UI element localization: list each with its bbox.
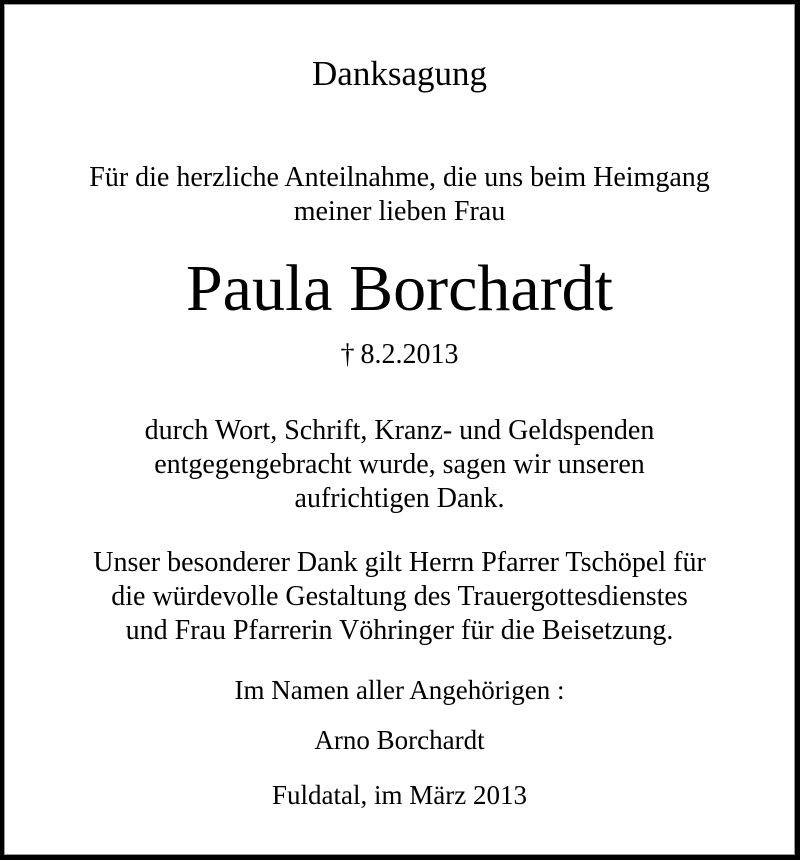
place-and-date: Fuldatal, im März 2013 bbox=[272, 780, 527, 810]
signatory-name: Arno Borchardt bbox=[314, 725, 485, 755]
special-thanks-paragraph bbox=[4, 546, 795, 648]
thanks-line-2: entgegengebracht wurde, sagen wir unseren bbox=[154, 449, 645, 480]
thanks-line-3: aufrichtigen Dank. bbox=[294, 483, 505, 514]
death-date-line bbox=[4, 341, 795, 369]
deceased-name: Paula Borchardt bbox=[185, 252, 614, 325]
special-thanks-line-1: Unser besonderer Dank gilt Herrn Pfarrer Tschöpel für bbox=[93, 547, 706, 578]
obituary-notice bbox=[4, 4, 795, 855]
intro-line-1: Für die herzliche Anteilnahme, die uns beim Heimgang bbox=[89, 162, 710, 193]
death-date: 8.2.2013 bbox=[360, 339, 459, 370]
signature-intro: Im Namen aller Angehörigen : bbox=[234, 675, 565, 705]
thanks-line-1: durch Wort, Schrift, Kranz- und Geldspenden bbox=[144, 415, 655, 446]
intro-line-2: meiner lieben Frau bbox=[293, 196, 506, 227]
special-thanks-line-2: die würdevolle Gestaltung des Trauergottesdienstes bbox=[111, 581, 688, 612]
intro-text bbox=[4, 161, 795, 229]
thanks-paragraph bbox=[4, 414, 795, 516]
special-thanks-line-3: und Frau Pfarrerin Vöhringer für die Beisetzung. bbox=[125, 615, 674, 646]
notice-title: Danksagung bbox=[312, 54, 487, 93]
dagger-cross-icon: † bbox=[340, 339, 355, 370]
